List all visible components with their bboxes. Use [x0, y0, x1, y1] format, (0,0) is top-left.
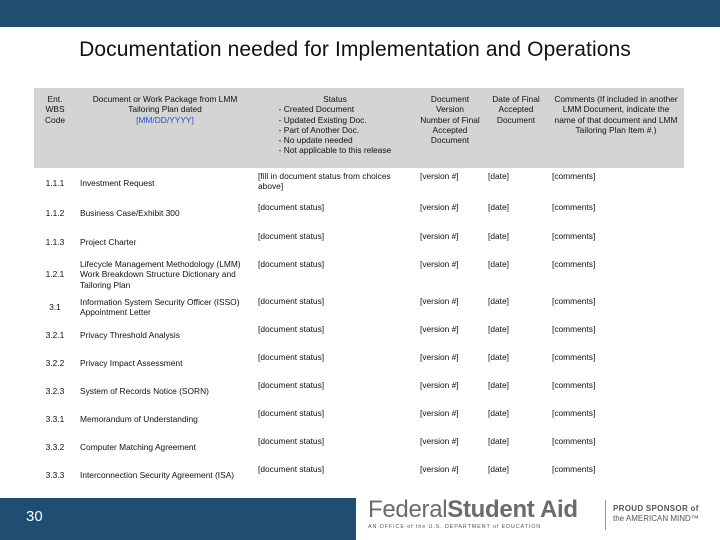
- cell-version: [version #]: [420, 323, 459, 334]
- cell-document: Memorandum of Understanding: [80, 413, 198, 424]
- cell-status: [document status]: [258, 323, 325, 334]
- cell-status: [fill in document status from choices above]: [258, 171, 391, 192]
- table-row: [34, 433, 684, 461]
- cell-wbs: 3.3.1: [45, 413, 65, 424]
- cell-wbs: 3.2.3: [45, 385, 65, 396]
- cell-date: [date]: [488, 295, 509, 306]
- cell-comments: [comments]: [552, 379, 596, 390]
- cell-comments: [comments]: [552, 259, 596, 269]
- top-banner: [0, 0, 720, 27]
- cell-document: Project Charter: [80, 236, 137, 247]
- sponsor-line-1: PROUD SPONSOR of: [613, 504, 699, 513]
- cell-status: [document status]: [258, 435, 325, 446]
- header-status: [254, 88, 416, 168]
- table-row: [34, 349, 684, 377]
- status-option: - Not applicable to this release: [278, 145, 392, 156]
- cell-date: [date]: [488, 202, 509, 212]
- table-row: [34, 377, 684, 405]
- cell-status: [document status]: [258, 351, 325, 362]
- table-row: [34, 168, 684, 199]
- cell-status: [document status]: [258, 295, 325, 306]
- cell-comments: [comments]: [552, 323, 596, 334]
- cell-date: [date]: [488, 351, 509, 362]
- documentation-table: [34, 88, 684, 490]
- cell-document: System of Records Notice (SORN): [80, 385, 209, 396]
- cell-comments: [comments]: [552, 463, 596, 474]
- cell-comments: [comments]: [552, 171, 596, 181]
- logo-word-federal: Federal: [368, 496, 448, 523]
- sponsor-tagline: [613, 504, 699, 524]
- sponsor-line-2: the AMERICAN MIND™: [613, 514, 699, 523]
- cell-version: [version #]: [420, 231, 459, 241]
- logo-wordmark: [368, 497, 598, 523]
- header-comments: Comments (If included in another LMM Document, indicate the name of that document and LMM Tailoring Plan Item #.): [554, 94, 678, 135]
- page-number: 30: [26, 508, 43, 525]
- cell-document: Investment Request: [80, 178, 155, 189]
- header-document-label: Document or Work Package from LMM Tailoring Plan dated: [92, 94, 238, 115]
- table-body: [34, 168, 684, 490]
- cell-status: [document status]: [258, 379, 325, 390]
- cell-wbs: 3.2.1: [45, 329, 65, 340]
- status-option: - Updated Existing Doc.: [278, 114, 367, 125]
- cell-wbs: 3.2.2: [45, 357, 65, 368]
- header-document: [76, 88, 254, 168]
- cell-comments: [comments]: [552, 407, 596, 418]
- cell-wbs: 1.1.1: [45, 178, 65, 189]
- cell-wbs: 3.3.2: [45, 441, 65, 452]
- status-option: - Part of Another Doc.: [278, 124, 360, 135]
- cell-date: [date]: [488, 323, 509, 334]
- table-header-row: [34, 88, 684, 168]
- cell-status: [document status]: [258, 463, 325, 474]
- cell-date: [date]: [488, 231, 509, 241]
- cell-version: [version #]: [420, 463, 459, 474]
- documentation-table-container: [34, 88, 684, 490]
- cell-version: [version #]: [420, 295, 459, 306]
- cell-document: Computer Matching Agreement: [80, 441, 196, 452]
- table-row: [34, 405, 684, 433]
- header-version: Document Version Number of Final Accepted Document: [420, 94, 480, 145]
- footer-band: [0, 498, 356, 540]
- federal-student-aid-logo: [368, 497, 598, 533]
- cell-status: [document status]: [258, 202, 325, 212]
- cell-version: [version #]: [420, 435, 459, 446]
- cell-version: [version #]: [420, 202, 459, 212]
- table-row: [34, 461, 684, 490]
- status-option: - No update needed: [278, 135, 353, 145]
- cell-document: Information System Security Officer (ISSO) Appointment Letter: [80, 296, 240, 317]
- cell-comments: [comments]: [552, 202, 596, 212]
- cell-version: [version #]: [420, 379, 459, 390]
- cell-status: [document status]: [258, 407, 325, 418]
- cell-date: [date]: [488, 379, 509, 390]
- cell-version: [version #]: [420, 259, 459, 269]
- cell-document: Lifecycle Management Methodology (LMM) Work Breakdown Structure Dictionary and Tailoring Plan: [80, 259, 241, 290]
- cell-wbs: 3.3.3: [45, 470, 65, 481]
- cell-version: [version #]: [420, 351, 459, 362]
- cell-comments: [comments]: [552, 295, 596, 306]
- header-wbs: Ent. WBS Code: [44, 94, 66, 125]
- cell-version: [version #]: [420, 407, 459, 418]
- cell-wbs: 1.1.3: [45, 236, 65, 247]
- cell-status: [document status]: [258, 231, 325, 241]
- table-row: [34, 293, 684, 321]
- cell-comments: [comments]: [552, 435, 596, 446]
- cell-date: [date]: [488, 407, 509, 418]
- status-options-list: [279, 104, 392, 155]
- cell-date: [date]: [488, 463, 509, 474]
- cell-wbs: 1.1.2: [45, 208, 65, 219]
- status-option: - Created Document: [278, 104, 355, 115]
- cell-wbs: 1.2.1: [45, 269, 65, 280]
- cell-status: [document status]: [258, 259, 325, 269]
- header-status-title: Status: [323, 94, 347, 104]
- cell-wbs: 3.1: [49, 301, 61, 312]
- table-row: [34, 321, 684, 349]
- cell-document: Business Case/Exhibit 300: [80, 208, 180, 219]
- cell-document: Privacy Threshold Analysis: [80, 329, 180, 340]
- cell-date: [date]: [488, 435, 509, 446]
- cell-version: [version #]: [420, 171, 459, 181]
- table-row: [34, 228, 684, 256]
- table-row: [34, 256, 684, 293]
- logo-word-student-aid: Student Aid: [447, 496, 578, 523]
- header-date: Date of Final Accepted Document: [492, 94, 540, 125]
- cell-comments: [comments]: [552, 351, 596, 362]
- cell-date: [date]: [488, 171, 509, 181]
- cell-comments: [comments]: [552, 231, 596, 241]
- cell-document: Interconnection Security Agreement (ISA): [80, 470, 235, 481]
- cell-document: Privacy Impact Assessment: [80, 357, 183, 368]
- logo-subtitle: AN OFFICE of the U.S. DEPARTMENT of EDUCATION: [368, 524, 542, 530]
- header-document-date: [MM/DD/YYYY]: [136, 114, 194, 125]
- slide-title: Documentation needed for Implementation and Operations: [79, 38, 631, 61]
- table-row: [34, 199, 684, 228]
- logo-divider: [605, 500, 606, 530]
- cell-date: [date]: [488, 259, 509, 269]
